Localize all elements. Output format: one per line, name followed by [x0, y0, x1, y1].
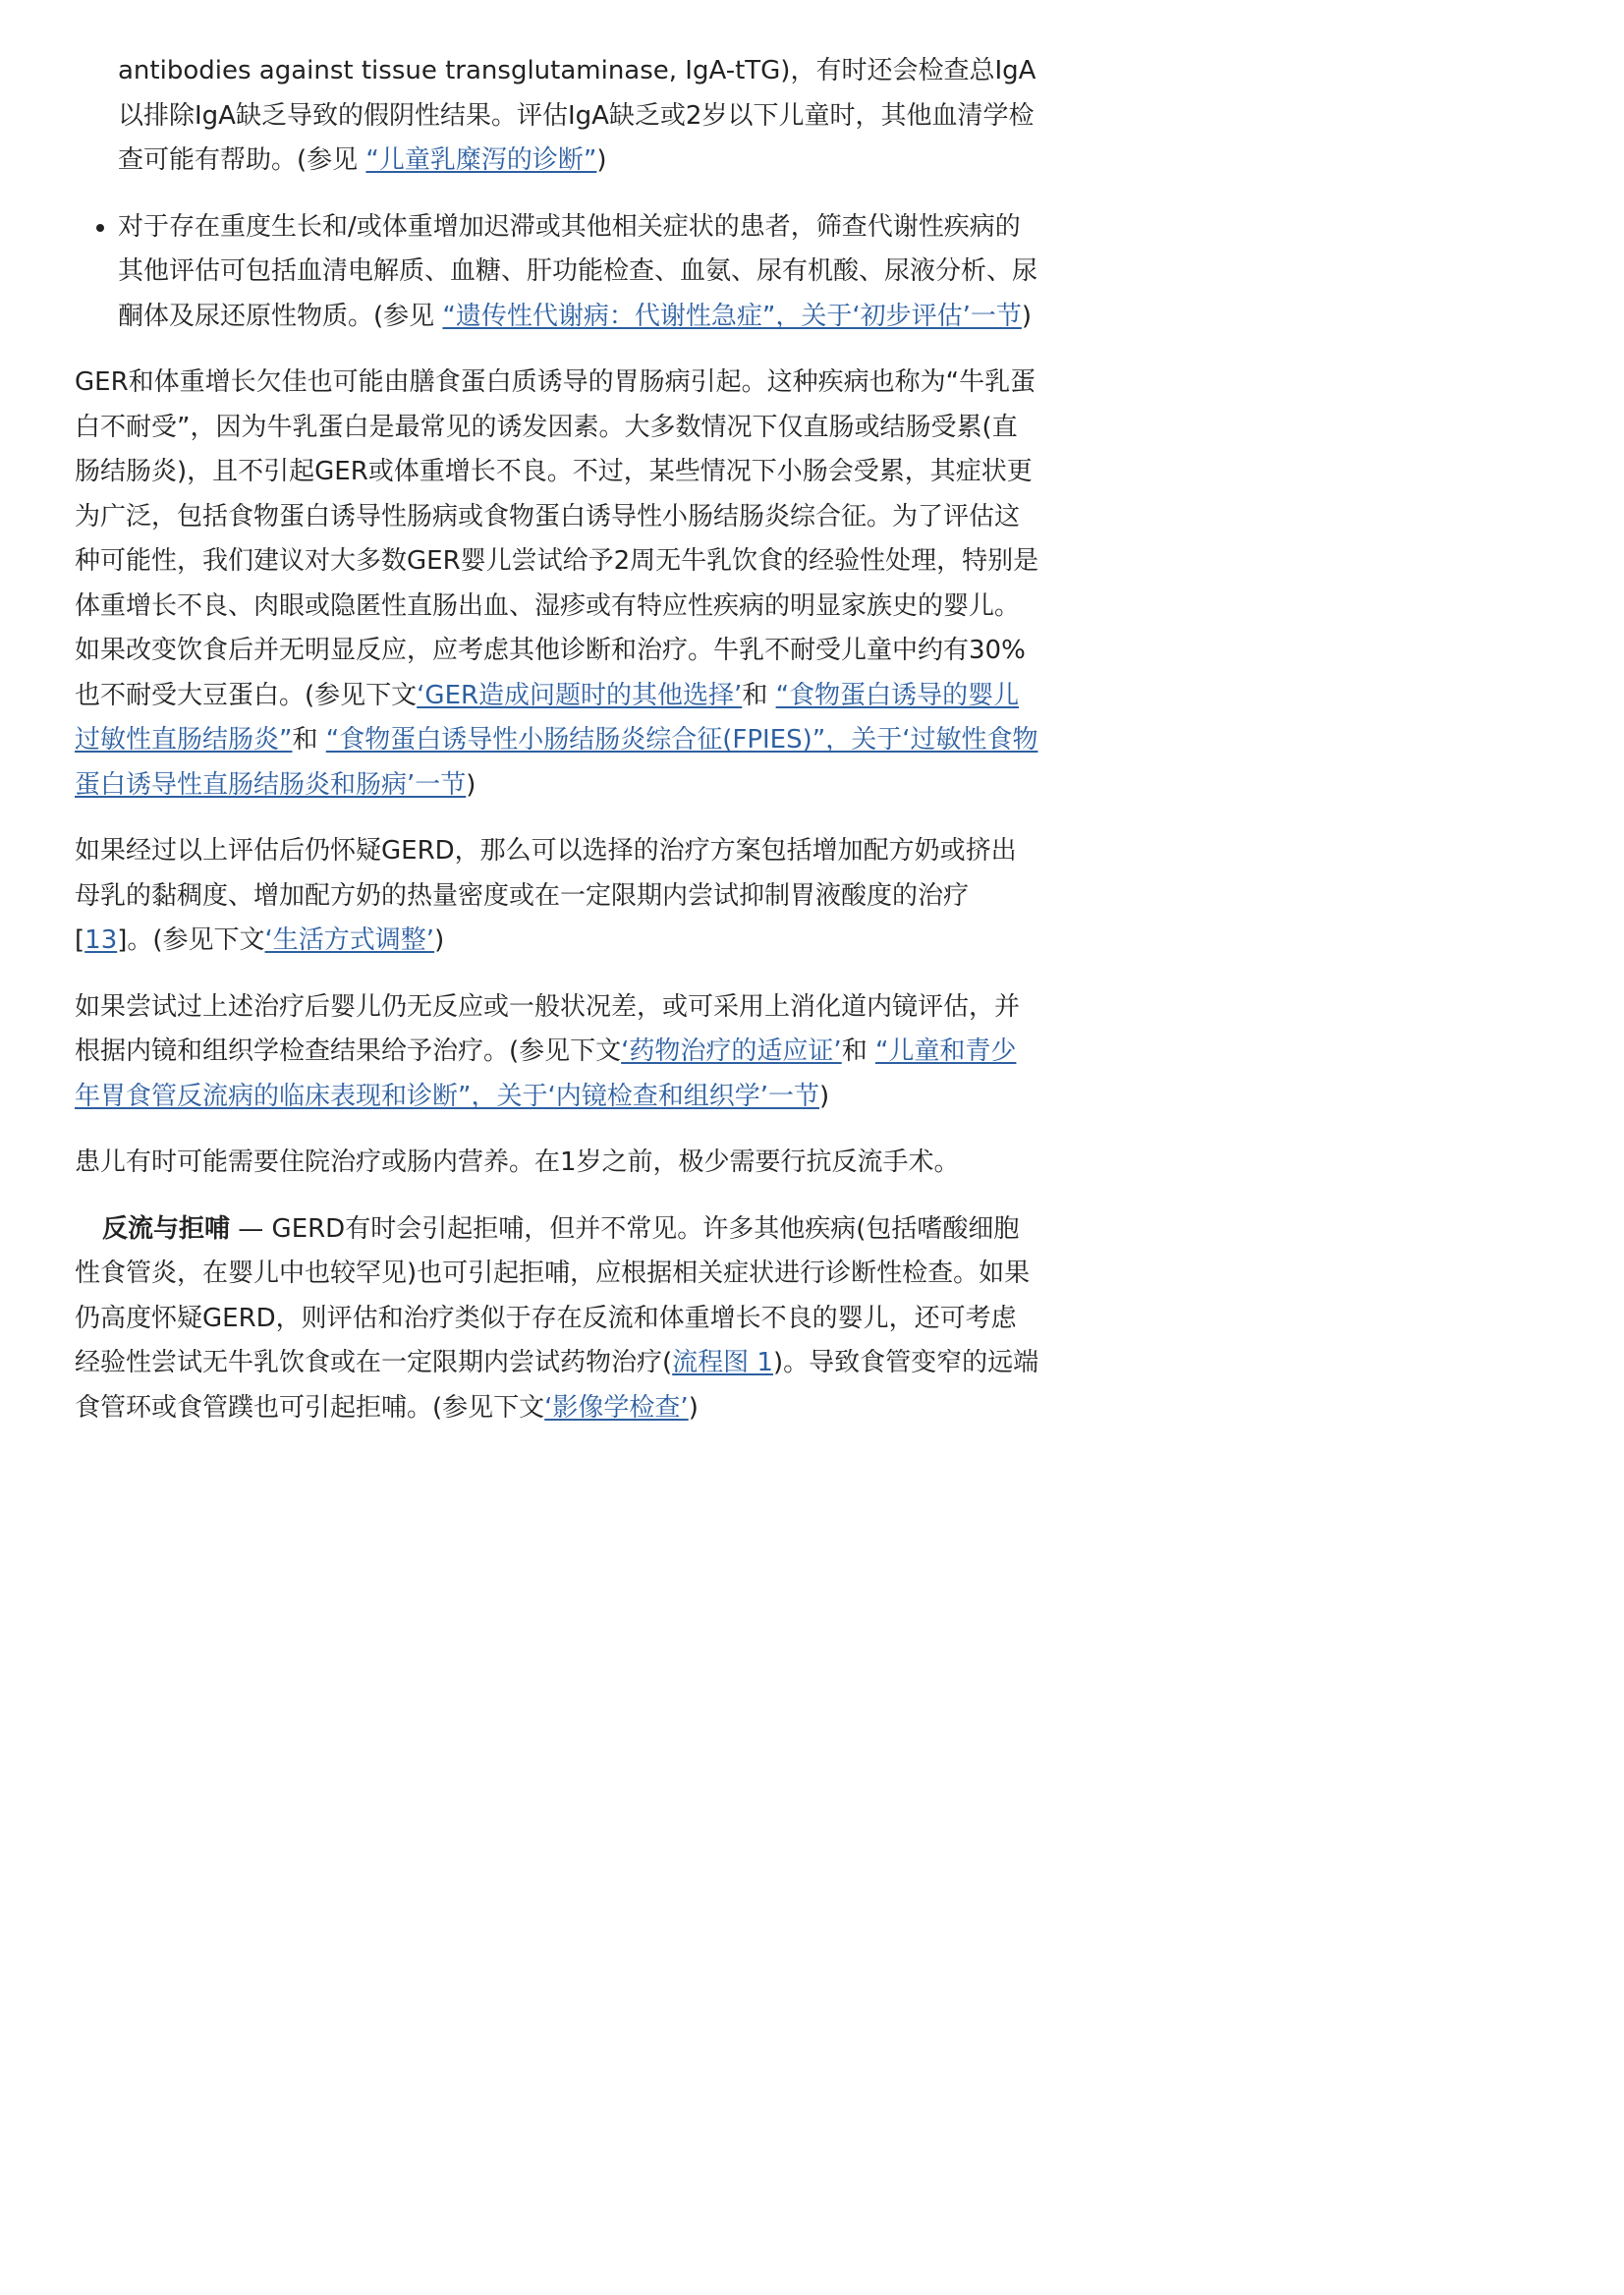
link-other-options[interactable]: ‘GER造成问题时的其他选择’	[417, 680, 743, 710]
paragraph-text: )	[434, 925, 445, 955]
link-celiac-diagnosis[interactable]: “儿童乳糜泻的诊断”	[365, 145, 597, 175]
paragraph-text: 和	[742, 680, 776, 710]
paragraph-text: ]。(参见下文	[117, 925, 265, 955]
link-drug-indications[interactable]: ‘药物治疗的适应证’	[621, 1036, 842, 1066]
link-proctocolitis[interactable]: “食物蛋白诱导的婴儿过敏性直肠结肠炎”	[75, 680, 1020, 755]
paragraph-text: 和	[292, 725, 326, 755]
paragraph-text: 如果尝试过上述治疗后婴儿仍无反应或一般状况差，或可采用上消化道内镜评估，并根据内镜和组织学检查结果给予治疗。(参见下文	[75, 991, 1021, 1066]
paragraph-hospitalization	[75, 1141, 1041, 1186]
paragraph-text: 患儿有时可能需要住院治疗或肠内营养。在1岁之前，极少需要行抗反流手术。	[75, 1148, 960, 1177]
paragraph-text: — GERD有时会引起拒哺，但并不常见。许多其他疾病(包括嗜酸细胞性食管炎，在婴儿中也较罕见)也可引起拒哺，应根据相关症状进行诊断性检查。如果仍高度怀疑GERD，则评估和治疗类似于存在反流和体重增长不良的婴儿，还可考虑经验性尝试无牛乳饮食或在一定限期内尝试药物治疗(	[75, 1213, 1031, 1377]
bullet-text: antibodies against tissue transglutaminase, IgA-tTG)，有时还会检查总IgA以排除IgA缺乏导致的假阴性结果。评估IgA缺乏或2岁以下儿童时，其他血清学检查可能有帮助。(参见	[118, 56, 1036, 175]
bullet-text: )	[596, 145, 607, 175]
bullet-list	[75, 49, 1041, 339]
bullet-item	[75, 49, 1041, 184]
reference-link[interactable]: 13	[84, 925, 118, 955]
paragraph-text: GER和体重增长欠佳也可能由膳食蛋白质诱导的胃肠病引起。这种疾病也称为“牛乳蛋白不耐受”，因为牛乳蛋白是最常见的诱发因素。大多数情况下仅直肠或结肠受累(直肠结肠炎)，且不引起GER或体重增长不良。不过，某些情况下小肠会受累，其症状更为广泛，包括食物蛋白诱导性肠病或食物蛋白诱导性小肠结肠炎综合征。为了评估这种可能性，我们建议对大多数GER婴儿尝试给予2周无牛乳饮食的经验性处理，特别是体重增长不良、肉眼或隐匿性直肠出血、湿疹或有特应性疾病的明显家族史的婴儿。如果改变饮食后并无明显反应，应考虑其他诊断和治疗。牛乳不耐受儿童中约有30%也不耐受大豆蛋白。(参见下文	[75, 367, 1039, 710]
document-page	[0, 0, 1081, 1529]
bullet-text: )	[1021, 301, 1033, 331]
link-lifestyle[interactable]: ‘生活方式调整’	[264, 925, 435, 955]
paragraph-endoscopy	[75, 985, 1041, 1120]
paragraph-gerd-treatment	[75, 829, 1041, 964]
link-algorithm[interactable]: 流程图 1	[672, 1348, 773, 1377]
paragraph-text: 如果经过以上评估后仍怀疑GERD，那么可以选择的治疗方案包括增加配方奶或挤出母乳的黏稠度、增加配方奶的热量密度或在一定限期内尝试抑制胃液酸度的治疗[	[75, 836, 1017, 955]
link-metabolic-emergencies[interactable]: “遗传性代谢病：代谢性急症”，关于‘初步评估’一节	[442, 301, 1022, 331]
paragraph-text: )	[819, 1081, 830, 1111]
link-fpies[interactable]: “食物蛋白诱导性小肠结肠炎综合征(FPIES)”，关于‘过敏性食物蛋白诱导性直肠结肠炎和肠病’一节	[75, 725, 1038, 800]
paragraph-protein-intolerance	[75, 361, 1041, 808]
link-imaging[interactable]: ‘影像学检查’	[544, 1392, 689, 1423]
bullet-item	[75, 205, 1041, 340]
section-heading: 反流与拒哺	[102, 1213, 231, 1244]
bullet-text: 对于存在重度生长和/或体重增加迟滞或其他相关症状的患者，筛查代谢性疾病的其他评估可包括血清电解质、血糖、肝功能检查、血氨、尿有机酸、尿液分析、尿酮体及尿还原性物质。(参见	[118, 211, 1038, 331]
paragraph-feeding-refusal	[75, 1207, 1041, 1431]
paragraph-text: )	[466, 769, 476, 800]
paragraph-text: )。导致食管变窄的远端食管环或食管蹼也可引起拒哺。(参见下文	[75, 1348, 1039, 1423]
link-clinical-manifestations[interactable]: “儿童和青少年胃食管反流病的临床表现和诊断”，关于‘内镜检查和组织学’一节	[75, 1036, 1017, 1111]
paragraph-text: 和	[841, 1036, 875, 1066]
paragraph-text: )	[688, 1392, 699, 1423]
